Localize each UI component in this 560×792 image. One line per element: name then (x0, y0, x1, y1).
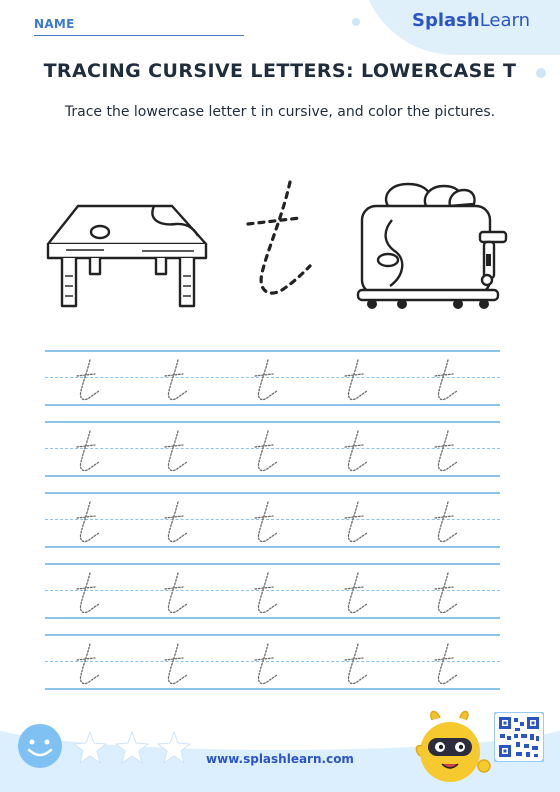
traceable-letter-t[interactable] (248, 429, 284, 475)
guide-line-top (45, 492, 500, 494)
traceable-letter-t[interactable] (338, 429, 374, 475)
traceable-letter-t[interactable] (248, 642, 284, 688)
traceable-letter-t[interactable] (158, 429, 194, 475)
name-label: NAME (34, 17, 75, 31)
mascot-character-icon (414, 706, 494, 786)
guide-line-baseline (45, 617, 500, 619)
guide-line-baseline (45, 546, 500, 548)
traceable-letter-t[interactable] (248, 358, 284, 404)
traceable-letter-t[interactable] (338, 571, 374, 617)
traceable-letter-t[interactable] (428, 571, 464, 617)
traceable-letter-t[interactable] (338, 642, 374, 688)
guide-line-top (45, 350, 500, 352)
traceable-letter-t[interactable] (158, 500, 194, 546)
guide-line-baseline (45, 404, 500, 406)
traceable-letter-t[interactable] (338, 358, 374, 404)
traceable-letter-t[interactable] (70, 358, 106, 404)
brand-logo-regular: Learn (479, 10, 530, 31)
traceable-letter-t[interactable] (158, 358, 194, 404)
traceable-letter-t[interactable] (248, 500, 284, 546)
traceable-letter-t[interactable] (70, 571, 106, 617)
traceable-letter-t[interactable] (428, 642, 464, 688)
traceable-letter-t[interactable] (158, 571, 194, 617)
guide-line-top (45, 563, 500, 565)
guide-line-top (45, 421, 500, 423)
instructions: Trace the lowercase letter t in cursive, and color the pictures. (64, 104, 496, 120)
page-title: TRACING CURSIVE LETTERS: LOWERCASE T (43, 60, 517, 82)
traceable-letter-t[interactable] (70, 500, 106, 546)
guide-line-top (45, 634, 500, 636)
traceable-letter-t[interactable] (428, 358, 464, 404)
footer-stars-decoration (14, 716, 224, 776)
traceable-letter-t[interactable] (428, 500, 464, 546)
traceable-letter-t[interactable] (428, 429, 464, 475)
traceable-letter-t[interactable] (70, 642, 106, 688)
traceable-letter-t[interactable] (338, 500, 374, 546)
traceable-letter-t[interactable] (248, 571, 284, 617)
brand-logo-bold: Splash (411, 10, 480, 31)
traceable-letter-t[interactable] (158, 642, 194, 688)
qr-code-icon[interactable] (494, 712, 544, 762)
guide-line-baseline (45, 475, 500, 477)
footer-website-link[interactable]: www.splashlearn.com (206, 752, 354, 766)
traceable-letter-t[interactable] (70, 429, 106, 475)
